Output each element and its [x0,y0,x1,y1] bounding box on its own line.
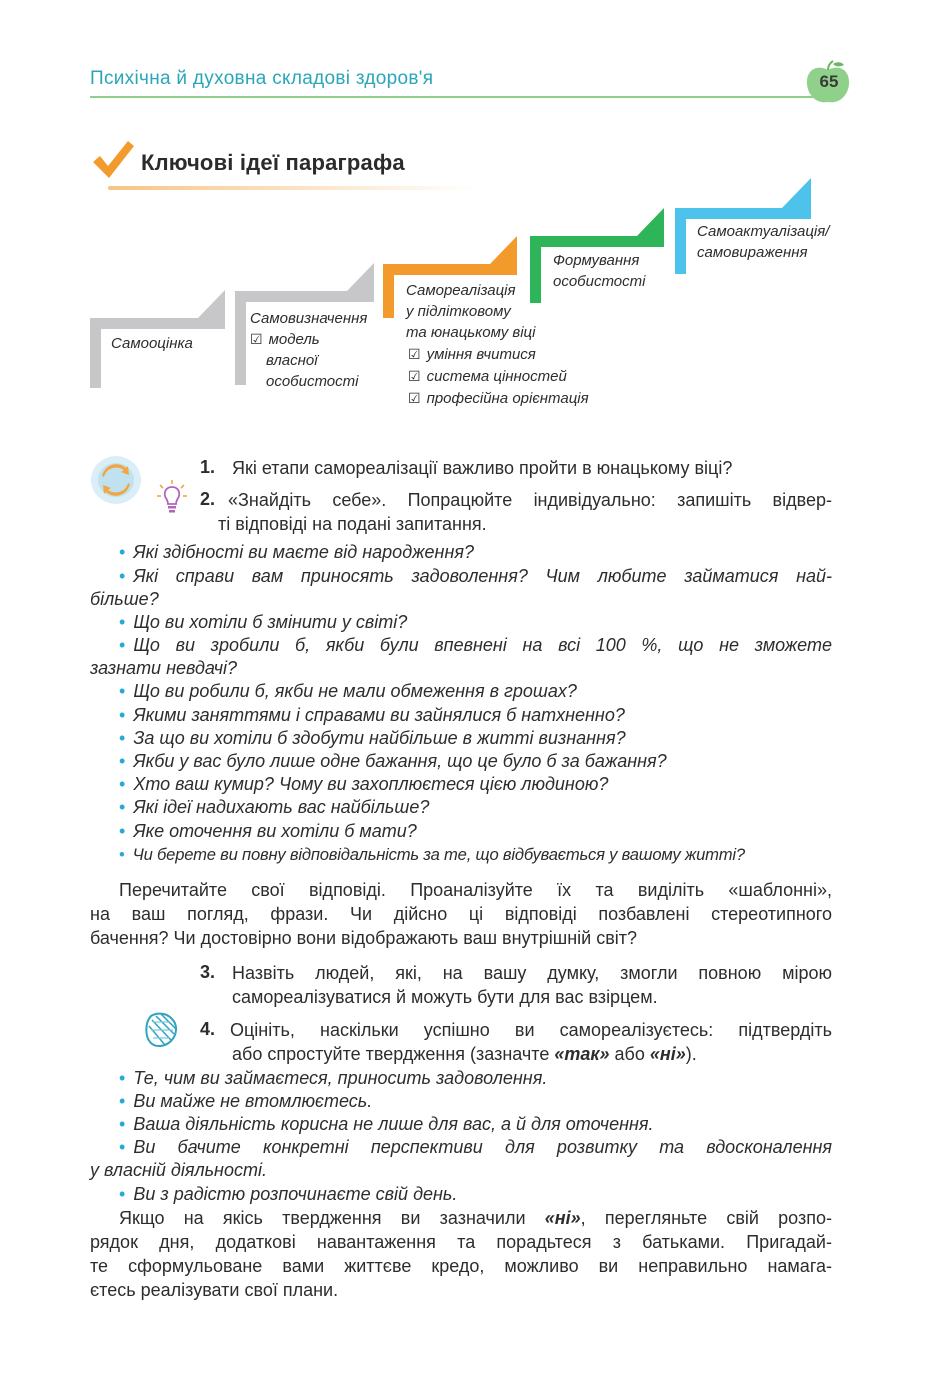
q4-bullet-1: • Те, чим ви займаєтеся, приносить задоволення. [119,1068,548,1088]
step4-label-2: особистості [553,273,646,290]
step3-item-1: ☑ уміння вчитися [408,346,536,363]
step3-label: Самореалізація [406,282,516,299]
brain-puzzle-icon [143,1010,181,1050]
discussion-cycle-icon [90,455,142,505]
question-3-number: 3. [200,962,216,982]
step3-horizontal [383,264,517,275]
step2-item-1: ☑ модель [250,331,320,348]
q2-bullet-2-cont: більше? [90,589,159,609]
q4-bullet-2: • Ви майже не втомлюєтесь. [119,1091,373,1111]
step1-corner [198,290,225,318]
step3-label-3: та юнацькому віці [406,324,536,341]
question-3-line-2: самореалізуватися й можуть бути для вас взірцем. [232,987,658,1007]
closing-line-3: те сформульоване вами життєве кредо, можливо ви неправильно намага- [90,1256,832,1276]
step2-item-3: особистості [266,373,359,390]
reread-line-3: бачення? Чи достовірно вони відображають ваш внутрішній світ? [90,928,638,948]
step3-corner [490,236,517,264]
step3-item-3: ☑ професійна орієнтація [408,390,589,407]
q2-bullet-4: • Що ви зробили б, якби були впевнені на всі 100 %, що не зможете [119,635,832,655]
q2-bullet-10: • Які ідеї надихають вас найбільше? [119,797,430,817]
q2-bullet-4-cont: зазнати невдачі? [90,658,238,678]
q4-bullet-5: • Ви з радістю розпочинаєте свій день. [119,1184,458,1204]
key-ideas-title: Ключові ідеї параграфа [141,150,405,175]
q2-bullet-5: • Що ви робили б, якби не мали обмеження в грошах? [119,681,577,701]
step4-corner [637,208,664,236]
question-2-line-1: «Знайдіть себе». Попрацюйте індивідуально: запишіть відвер- [228,490,832,510]
q2-bullet-3: • Що ви хотіли б змінити у світі? [119,612,408,632]
q4-bullet-4: • Ви бачите конкретні перспективи для розвитку та вдосконалення [119,1137,832,1157]
step5-corner [782,178,811,208]
step2-item-2: власної [266,352,318,369]
q2-bullet-2: • Які справи вам приносять задоволення? Чим любите займатися най- [119,566,832,586]
step2-corner [347,263,374,291]
closing-line-2: рядок дня, додаткові навантаження та порадьтеся з батьками. Пригадай- [90,1232,832,1252]
q2-bullet-12: • Чи берете ви повну відповідальність за те, що відбувається у вашому житті? [119,845,745,864]
reread-line-1: Перечитайте свої відповіді. Проаналізуйте їх та виділіть «шаблонні», [119,880,832,900]
step1-label: Самооцінка [111,335,193,352]
step5-horizontal [675,208,811,219]
q2-bullet-7: • За що ви хотіли б здобути найбільше в житті визнання? [119,728,626,748]
step2-label: Самовизначення [250,310,368,327]
question-4-line-1: Оцініть, наскільки успішно ви самореалізуєтесь: підтвердіть [230,1020,832,1040]
step2-vertical [235,291,246,385]
q4-bullet-3: • Ваша діяльність корисна не лише для вас, а й для оточення. [119,1114,654,1134]
q2-bullet-6: • Якими заняттями і справами ви зайнялися б натхненно? [119,705,625,725]
checkmark-icon [90,138,136,182]
question-2-number: 2. [200,489,216,509]
q4-bullet-4-cont: у власній діяльності. [90,1160,267,1180]
question-3-line-1: Назвіть людей, які, на вашу думку, змогли повною мірою [232,963,832,983]
running-header-title: Психічна й духовна складові здоров'я [90,68,434,89]
question-1-number: 1. [200,457,216,477]
step3-label-2: у підлітковому [406,303,511,320]
step3-item-2: ☑ система цінностей [408,368,567,385]
checkbox-icon: ☑ [408,368,421,384]
reread-line-2: на ваш погляд, фрази. Чи дійсно ці відповіді позбавлені стереотипного [90,904,832,924]
question-1-text: Які етапи самореалізації важливо пройти в юнацькому віці? [232,458,733,478]
step4-label: Формування [553,252,640,269]
step1-horizontal [90,318,225,329]
checkbox-icon: ☑ [250,331,263,347]
step4-horizontal [530,236,664,247]
header-rule [90,96,825,98]
q2-bullet-11: • Яке оточення ви хотіли б мати? [119,821,417,841]
page-number: 65 [819,72,839,91]
step5-label: Самоактуалізація/ [697,223,830,240]
question-4-number: 4. [200,1019,216,1039]
q2-bullet-1: • Які здібності ви маєте від народження? [119,542,474,562]
lightbulb-icon [157,479,187,515]
q2-bullet-9: • Хто ваш кумир? Чому ви захоплюєтеся цією людиною? [119,774,609,794]
step5-label-2: самовираження [697,244,808,261]
closing-line-4: єтесь реалізувати свої плани. [90,1280,339,1300]
question-2-line-2: ті відповіді на подані запитання. [218,514,487,534]
checkbox-icon: ☑ [408,390,421,406]
q2-bullet-8: • Якби у вас було лише одне бажання, що це було б за бажання? [119,751,667,771]
closing-line-1: Якщо на якісь твердження ви зазначили «ні», перегляньте свій розпо- [119,1208,832,1228]
step2-horizontal [235,291,374,302]
question-4-line-2: або спростуйте твердження (зазначте «так» або «ні»). [232,1044,697,1064]
checkbox-icon: ☑ [408,346,421,362]
